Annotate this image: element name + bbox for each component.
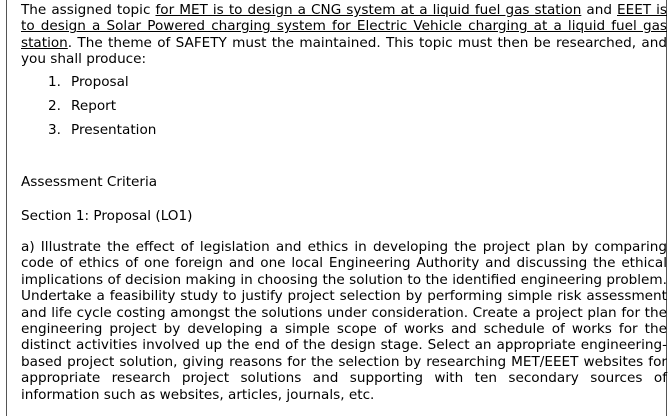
deliverables-list <box>21 74 667 146</box>
list-item-label: Presentation <box>71 121 157 138</box>
section-heading: Section 1: Proposal (LO1) <box>21 208 193 224</box>
document-content <box>21 0 667 403</box>
section-a-paragraph: a) Illustrate the effect of legislation and ethics in developing the project plan by comparing code of ethics of one foreign and one local Engineering Authority and discussing the ethical implications of decision making in choosing the solution to the identified engineering problem. Undertake a feasibility study to justify project selection by performing simple risk assessment and life cycle costing amongst the solutions under consideration. Create a project plan for the engineering project by developing a simple scope of works and schedule of works for the distinct activities involved up the end of the design stage. Select an appropriate engineering-based project solution, giving reasons for the selection by researching MET/EEET websites for appropriate research project solutions and supporting with ten secondary sources of information such as websites, articles, journals, etc. <box>21 239 667 403</box>
list-item <box>21 122 667 146</box>
list-item <box>21 74 667 98</box>
list-item-number: 3. <box>48 121 61 138</box>
intro-text-3: . The theme of SAFETY must the maintained. This topic must then be researched, and you shall produce: <box>21 34 667 68</box>
assessment-criteria-heading: Assessment Criteria <box>21 174 158 190</box>
list-item-number: 2. <box>48 97 61 114</box>
intro-met-topic: for MET is to design a CNG system at a liquid fuel gas station <box>155 2 582 18</box>
list-item-label: Report <box>71 97 117 114</box>
intro-text-1: The assigned topic <box>21 2 156 18</box>
intro-eeet-topic: EEET is to design a Solar Powered charging system for Electric Vehicle charging at a liquid fuel gas station <box>21 2 667 51</box>
list-item <box>21 98 667 122</box>
intro-text-2: and <box>581 2 618 18</box>
intro-paragraph <box>21 2 667 68</box>
list-item-label: Proposal <box>71 73 129 90</box>
list-item-number: 1. <box>48 73 61 90</box>
document-frame <box>6 0 667 416</box>
